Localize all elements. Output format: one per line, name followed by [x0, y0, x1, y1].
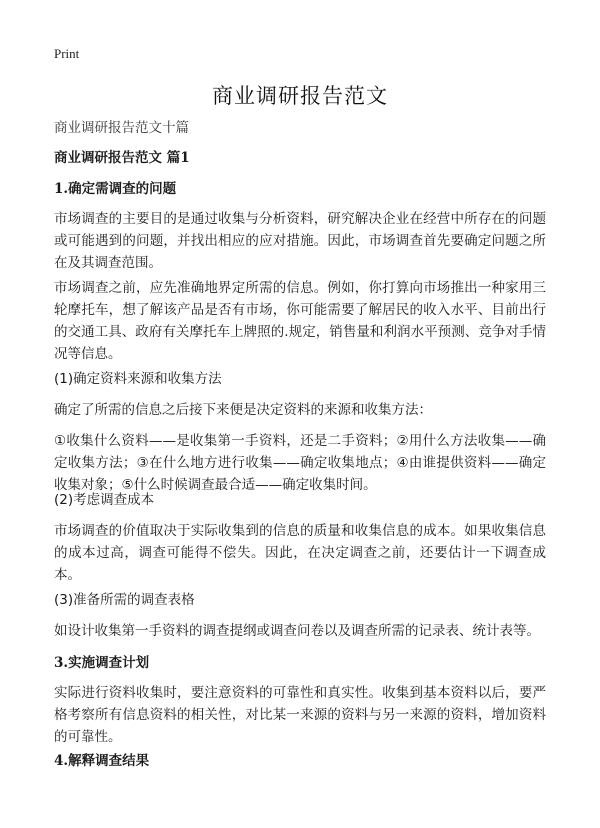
subsection-3-heading: (3)准备所需的调查表格 — [54, 592, 195, 608]
subsection-2-heading: (2)考虑调查成本 — [54, 492, 155, 508]
subsection-1-heading: (1)确定资料来源和收集方法 — [54, 371, 222, 387]
section-3-heading: 3.实施调查计划 — [54, 655, 150, 671]
subsection-2-paragraph: 市场调查的价值取决于实际收集到的信息的质量和收集信息的成本。如果收集信息的成本过高，调查可能得不偿失。因此，在决定调查之前，还要估计一下调查成本。 — [54, 523, 546, 583]
print-label: Print — [54, 46, 80, 61]
article-heading: 商业调研报告范文 篇1 — [54, 150, 190, 166]
section-4-heading: 4.解释调查结果 — [54, 753, 150, 769]
subsection-1-list: ①收集什么资料——是收集第一手资料，还是二手资料；②用什么方法收集——确定收集方法；③在什么地方进行收集——确定收集地点；④由谁提供资料——确定收集对象；⑤什么时候调查最合适——确定收集时间。 — [54, 433, 546, 493]
subsection-1-intro: 确定了所需的信息之后接下来便是决定资料的来源和收集方法： — [54, 402, 432, 418]
section-3-paragraph: 实际进行资料收集时，要注意资料的可靠性和真实性。收集到基本资料以后，要严格考察所有信息资料的相关性，对比某一来源的资料与另一来源的资料，增加资料的可靠性。 — [54, 685, 546, 745]
document-subtitle: 商业调研报告范文十篇 — [54, 120, 189, 136]
section-1-paragraph-2: 市场调查之前，应先准确地界定所需的信息。例如，你打算向市场推出一种家用三轮摩托车，想了解该产品是否有市场，你可能需要了解居民的收入水平、目前出行的交通工具、政府有关摩托车上牌照的.规定，销售量和利润水平预测、竞争对手情况等信息。 — [54, 280, 546, 362]
document-title: 商业调研报告范文 — [212, 84, 388, 108]
section-1-paragraph-1: 市场调查的主要目的是通过收集与分析资料，研究解决企业在经营中所存在的问题或可能遇到的问题，并找出相应的应对措施。因此，市场调查首先要确定问题之所在及其调查范围。 — [54, 211, 546, 271]
subsection-3-paragraph: 如设计收集第一手资料的调查提纲或调查问卷以及调查所需的记录表、统计表等。 — [54, 623, 540, 639]
section-1-heading: 1.确定需调查的问题 — [54, 181, 177, 197]
